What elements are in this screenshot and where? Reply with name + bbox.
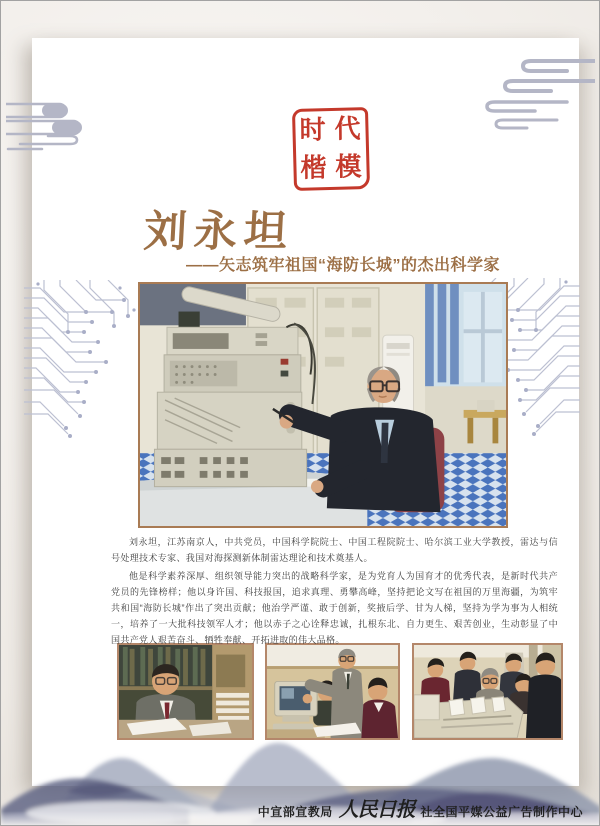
main-photo-scientist-lab	[138, 282, 508, 528]
page-subtitle: ——矢志筑牢祖国“海防长城”的杰出科学家	[186, 257, 501, 274]
biography-paragraph-1: 刘永坦，江苏南京人，中共党员，中国科学院院士、中国工程院院士、哈尔滨工业大学教授，雷达与信号处理技术专家、我国对海探测新体制雷达理论和技术奠基人。	[111, 537, 558, 563]
seal-char: 楷	[300, 153, 328, 184]
poster-card	[32, 38, 579, 786]
footer-credits	[258, 793, 583, 822]
seal-char: 代	[334, 114, 362, 145]
cloud-motif-top-left-icon	[6, 100, 100, 152]
cloud-motif-top-right-icon	[469, 54, 595, 130]
circuit-pattern-left-icon	[24, 280, 144, 480]
era-role-model-seal	[292, 107, 370, 191]
footer-org-2: 社全国平媒公益广告制作中心	[420, 805, 583, 819]
page-title: 刘永坦	[142, 207, 296, 257]
footer-org-1: 中宣部宣教局	[257, 805, 333, 819]
seal-char: 时	[299, 115, 327, 146]
biography-paragraph-2: 他是科学素养深厚、组织领导能力突出的战略科学家，是为党育人为国育才的优秀代表，是新时代共产党员的先锋榜样；他以身许国、科技报国，追求真理、勇攀高峰，坚持把论文写在祖国的万里海疆，为筑牢共和国“海防长城”作出了突出贡献；他治学严谨、敢于创新，奖掖后学、甘为人梯，坚持为学为事为人相统一，培养了一大批科技领军人才；他以赤子之心诠释忠诚，扎根东北、自力更生、艰苦创业，生动彰显了中国共产党人艰苦奋斗、牺牲奉献、开拓进取的伟大品格。	[111, 571, 558, 645]
seal-char: 模	[335, 152, 363, 183]
peoples-daily-logo: 人民日报	[338, 797, 415, 821]
main-photo-illustration	[140, 284, 506, 526]
biography-text	[111, 534, 558, 650]
